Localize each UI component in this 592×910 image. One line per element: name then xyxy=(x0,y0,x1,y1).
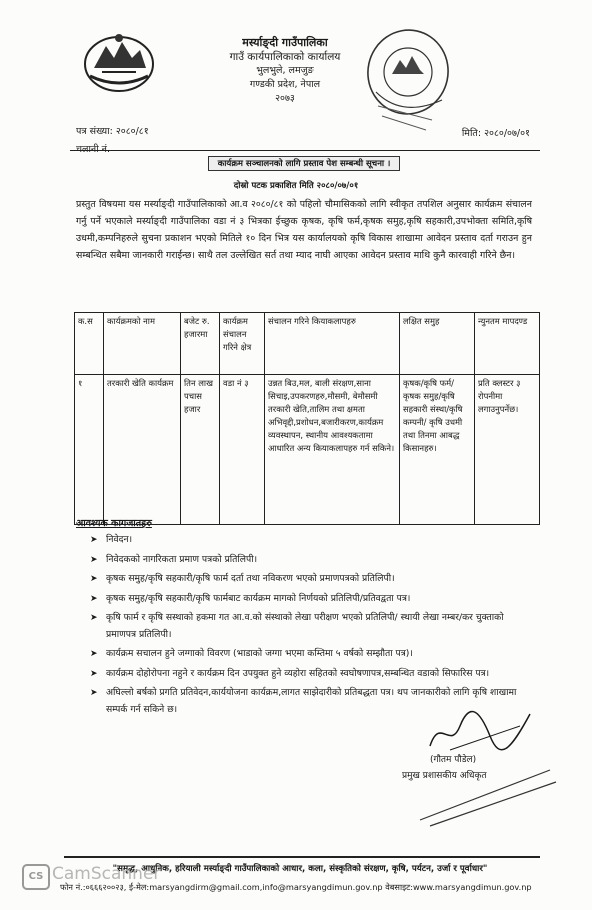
table-header-row xyxy=(75,313,540,375)
office-name: गाउँ कार्यपालिकाको कार्यालय xyxy=(229,51,341,63)
notice-body: प्रस्तुत विषयमा यस मर्स्याङ्दी गाउँपालिकाको आ.व २०८०/८१ को पहिलो चौमासिकको लागि स्वीकृत तपशिल अनुसार कार्यक्रम संचालन गर्नु पर्ने भएकाले मर्स्याङ्दी गाउँपालिका वडा नं ३ भित्रका ईच्छुक कृषक, कृषि फर्म,कृषक समुह,कृषि सहकारी,उपभोक्ता समिति,कृषि उधमी,कम्पनिहरुले सुचना प्रकाशन भएको मितिले १० दिन भित्र यस कार्यालयको कृषि विकास शाखामा आवेदन प्रस्ताव दर्ता गराउन हुन सम्बन्धित सबैमा जानकारी गराईन्छ। साथै तल उल्लेखित सर्त तथा म्याद नाघी आएका आवेदन प्रस्ताव माथि कुनै कारवाही गरिने छैन। xyxy=(76,199,532,261)
cell-area: वडा नं ३ xyxy=(220,375,265,525)
cell-program: तरकारी खेति कार्यक्रम xyxy=(104,375,181,525)
list-item: ➤ कृषि फार्म र कृषि सस्थाको हकमा गत आ.व.को संस्थाको लेखा परीक्षण भएको प्रतिलिपी/ स्थायी लेखा नम्बर/कर चुक्ताको प्रमाणपत्र प्रतिलिपी। xyxy=(90,612,504,640)
arrow-bullet-icon: ➤ xyxy=(90,649,98,659)
office-province: गण्डकी प्रदेश, नेपाल xyxy=(249,79,321,90)
municipality-name: मर्स्याङ्दी गाउँपालिका xyxy=(242,36,328,49)
col-header-area: कार्यक्रम संचालन गरिने क्षेत्र xyxy=(220,313,265,375)
list-item: ➤ अघिल्लो बर्षको प्रगति प्रतिवेदन,कार्ययोजना कार्यक्रम,लागत साझेदारीको प्रतिबद्धता पत्र। थप जानकारीको लागि कृषि शाखामा सम्पर्क गर्न सकिने छ। xyxy=(90,687,517,715)
cell-criteria: प्रति क्लस्टर ३ रोपनीमा लगाउनुपर्नेछ। xyxy=(475,375,540,525)
list-item: ➤ कार्यक्रम दोहोरोपना नहुने र कार्यक्रम दिन उपयुक्त हुने व्यहोरा सहितको स्वघोषणापत्र,सम्बन्धित वडाको सिफारिस पत्र। xyxy=(90,666,530,683)
signatory-title: प्रमुख प्रशासकीय अधिकृत xyxy=(402,771,487,781)
program-table xyxy=(74,312,540,525)
dispatch-number xyxy=(76,142,110,155)
office-year: २०७३ xyxy=(275,93,295,104)
cell-target: कृषक/कृषि फर्म/ कृषक समुह/कृषि सहकारी संस्था/कृषि कम्पनी/ कृषि उधमी तथा तिनमा आबद्ध किसानहरु। xyxy=(400,375,475,525)
list-item: ➤ निवेदकको नागरिकता प्रमाण पत्रको प्रतिलिपी। xyxy=(90,552,530,569)
col-header-budget: बजेट रु. हजारमा xyxy=(181,313,220,375)
list-item: ➤ कृषक समुह/कृषि सहकारी/कृषि फार्म दर्ता तथा नविकरण भएको प्रमाणपत्रको प्रतिलिपी। xyxy=(90,571,530,588)
col-header-criteria: न्युनतम मापदण्ड xyxy=(475,313,540,375)
office-location: भुलभुले, लमजुङ xyxy=(256,65,314,76)
col-header-program: कार्यक्रमको नाम xyxy=(104,313,181,375)
nepal-emblem-icon xyxy=(80,28,158,94)
arrow-bullet-icon: ➤ xyxy=(90,668,98,679)
arrow-bullet-icon: ➤ xyxy=(90,593,98,604)
office-letterhead xyxy=(200,36,370,106)
officer-stamp-icon xyxy=(410,760,560,830)
arrow-bullet-icon: ➤ xyxy=(90,688,98,698)
list-item: ➤ निवेदन। xyxy=(90,532,530,549)
cell-activities: उन्नत बिउ,मल, बाली संरक्षण,साना सिचाइ,उपकरणहरु,मौसमी, बेमौसमी तरकारी खेति,तालिम तथा क्षमता अभिवृद्दी,प्रशोधन,बजारीकरण,कार्यक्रम व्यवस्थापन, स्थानीय आवश्यकतामा आधारित अन्य कियाकलापहरु गर्न सकिने। xyxy=(265,375,400,525)
office-seal-stamp-icon xyxy=(362,22,454,138)
documents-title: आवश्यक कागजातहरु xyxy=(76,518,152,529)
camscanner-logo-icon: CS xyxy=(22,864,50,890)
signatory-name: (गौतम पौडेल) xyxy=(430,755,477,765)
cell-sn: १ xyxy=(75,375,104,525)
footer-slogan: "समृद्ध, आधुनिक, हरियाली मर्स्याङ्दी गाउँपालिकाको आधार, कला, संस्कृतिको संरक्षण, कृषि, पर्यटन, उर्जा र पूर्वाधार" xyxy=(112,864,488,874)
table-row xyxy=(75,375,540,525)
arrow-bullet-icon: ➤ xyxy=(90,554,98,565)
col-header-activities: संचालन गरिने कियाकलापहरु xyxy=(265,313,400,375)
handwritten-signature-icon xyxy=(420,706,540,756)
arrow-bullet-icon: ➤ xyxy=(90,613,98,623)
list-item: ➤ कार्यक्रम सचालन हुने जग्गाको विवरण (भाडाको जग्गा भएमा कम्तिमा ५ वर्षको सम्झौता पत्र)। xyxy=(90,646,530,663)
letter-date: मिति: २०८०/०७/०१ xyxy=(461,128,530,139)
list-item: ➤ कृषक समुह/कृषि सहकारी/कृषि फार्मबाट कार्यक्रम मागको निर्णयको प्रतिलिपी/प्रतिवद्वता पत्र। xyxy=(90,591,530,608)
cell-budget: तिन लाख पचास हजार xyxy=(181,375,220,525)
footer-contact: फोन नं.:०६६६२००२३, ई-मेल:marsyangdirm@gmail.com,info@marsyangdimun.gov.np वेबसाइट:www.marsyangdimun.gov.np xyxy=(60,882,532,892)
camscanner-watermark: CamScanner xyxy=(52,864,161,884)
col-header-sn: क.स xyxy=(75,313,104,375)
header-divider xyxy=(70,150,540,151)
letter-number: पत्र संख्या: २०८०/८१ xyxy=(76,126,149,137)
col-header-target: लक्षित समुह xyxy=(400,313,475,375)
documents-list xyxy=(90,532,530,721)
notice-subject: कार्यक्रम सञ्चालनको लागि प्रस्ताव पेश सम्बन्धी सूचना । xyxy=(208,156,400,171)
arrow-bullet-icon: ➤ xyxy=(90,574,98,584)
second-publish-date: दोस्रो पटक प्रकाशित मिति २०८०/०७/०१ xyxy=(233,181,359,191)
arrow-bullet-icon: ➤ xyxy=(90,535,98,545)
footer-divider xyxy=(64,856,540,858)
